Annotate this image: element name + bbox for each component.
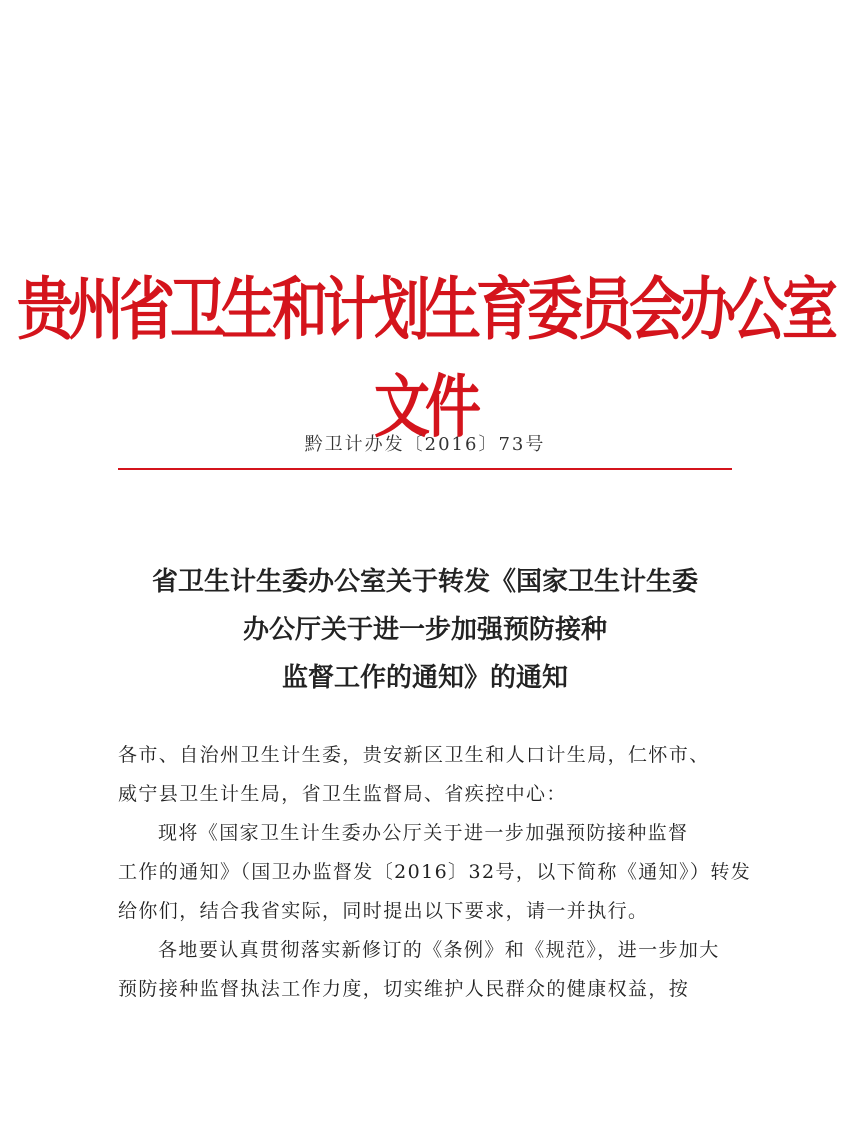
paragraph-line: 各地要认真贯彻落实新修订的《条例》和《规范》，进一步加大: [158, 939, 720, 961]
document-number: 黔卫计办发〔2016〕73号: [304, 434, 546, 455]
title-line: 监督工作的通知》的通知: [281, 663, 568, 693]
paragraph-line: 给你们，结合我省实际，同时提出以下要求，请一并执行。: [118, 900, 649, 922]
title-line: 办公厅关于进一步加强预防接种: [242, 615, 607, 645]
document-body: [118, 736, 752, 1009]
recipients-line: 威宁县卫生计生局，省卫生监督局、省疾控中心：: [118, 783, 567, 805]
document-title: [0, 558, 850, 702]
paragraph-line: 工作的通知》（国卫办监督发〔2016〕32号，以下简称《通知》）转发: [118, 861, 752, 883]
recipients-line: 各市、自治州卫生计生委，贵安新区卫生和人口计生局，仁怀市、: [118, 744, 710, 766]
red-separator-line: [118, 468, 732, 470]
issuing-authority-masthead: 贵州省卫生和计划生育委员会办公室文件: [17, 270, 833, 448]
title-line: 省卫生计生委办公室关于转发《国家卫生计生委: [151, 567, 698, 597]
paragraph-line: 现将《国家卫生计生委办公厅关于进一步加强预防接种监督: [158, 822, 689, 844]
paragraph-line: 预防接种监督执法工作力度，切实维护人民群众的健康权益，按: [118, 978, 690, 1000]
